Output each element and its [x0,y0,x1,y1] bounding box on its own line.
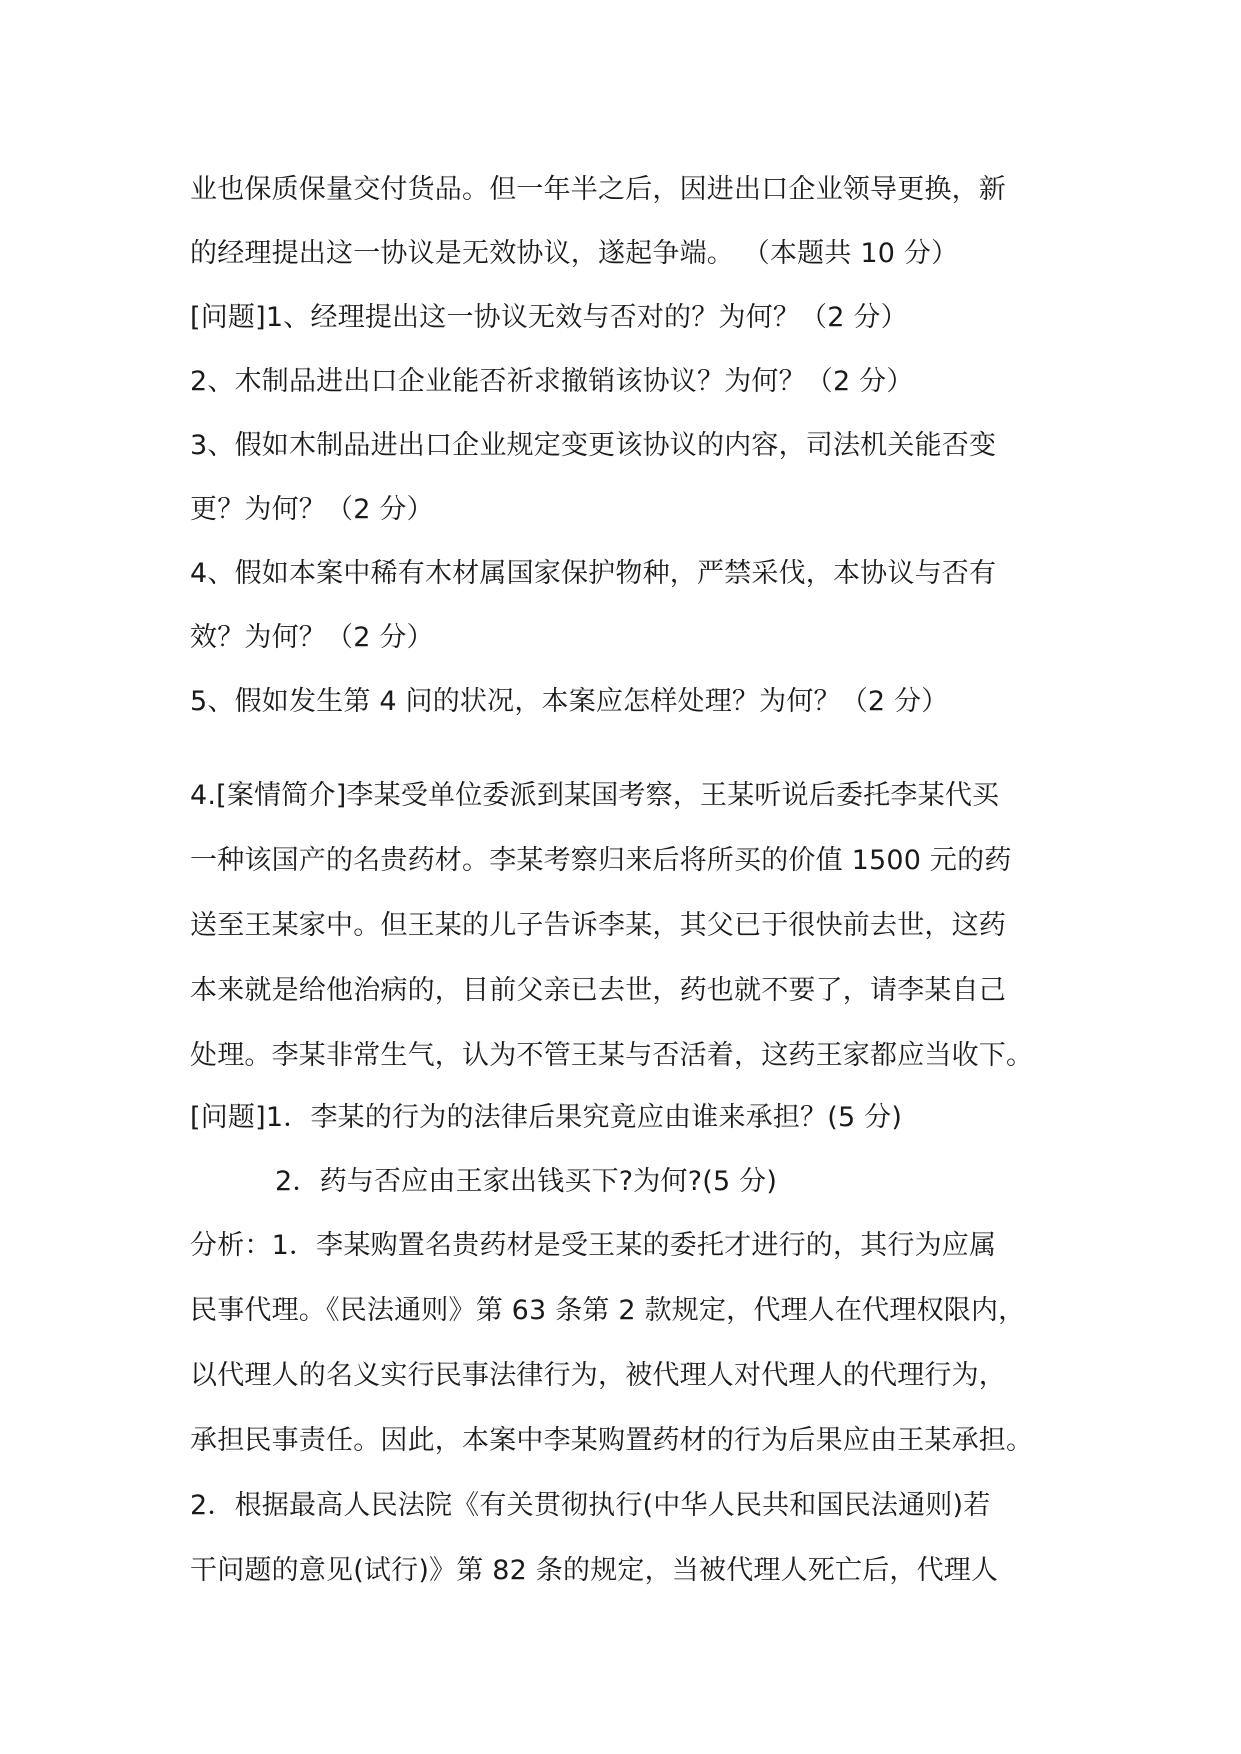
case-line: 4.[案情简介]李某受单位委派到某国考察，王某听说后委托李某代买 [190,780,1000,811]
question-line: 效？为何？（2 分） [190,622,434,653]
question-line: 5、假如发生第 4 问的状况，本案应怎样处理？为何？（2 分） [190,686,949,717]
analysis-line: 民事代理。《民法通则》第 63 条第 2 款规定，代理人在代理权限内， [190,1295,1026,1326]
question-line: [问题]1、经理提出这一协议无效与否对的？为何？（2 分） [190,302,908,333]
question-line: 2、木制品进出口企业能否祈求撤销该协议？为何？（2 分） [190,366,914,397]
analysis-line: 2．根据最高人民法院《有关贯彻执行(中华人民共和国民法通则)若 [190,1490,991,1521]
analysis-line: 分析：1．李某购置名贵药材是受王某的委托才进行的，其行为应属 [190,1230,997,1261]
question-line: 4、假如本案中稀有木材属国家保护物种，严禁采伐，本协议与否有 [190,558,997,589]
analysis-line: 干问题的意见(试行)》第 82 条的规定，当被代理人死亡后，代理人 [190,1555,999,1586]
case-line: 处理。李某非常生气，认为不管王某与否活着，这药王家都应当收下。 [190,1040,1034,1071]
case-line: 送至王某家中。但王某的儿子告诉李某，其父已于很快前去世，这药 [190,910,1006,941]
question-line: 2．药与否应由王家出钱买下?为何?(5 分) [275,1166,778,1197]
question-line: 3、假如木制品进出口企业规定变更该协议的内容，司法机关能否变 [190,430,997,461]
text-line: 的经理提出这一协议是无效协议，遂起争端。 （本题共 10 分） [190,238,959,269]
text-line: 业也保质保量交付货品。但一年半之后，因进出口企业领导更换，新 [190,174,1006,205]
case-line: 本来就是给他治病的，目前父亲已去世，药也就不要了，请李某自己 [190,975,1006,1006]
analysis-line: 承担民事责任。因此，本案中李某购置药材的行为后果应由王某承担。 [190,1425,1034,1456]
analysis-line: 以代理人的名义实行民事法律行为，被代理人对代理人的代理行为， [190,1360,1006,1391]
question-line: [问题]1．李某的行为的法律后果究竟应由谁来承担？(5 分) [190,1102,903,1133]
case-line: 一种该国产的名贵药材。李某考察归来后将所买的价值 1500 元的药 [190,845,1012,876]
question-line: 更？为何？（2 分） [190,494,434,525]
